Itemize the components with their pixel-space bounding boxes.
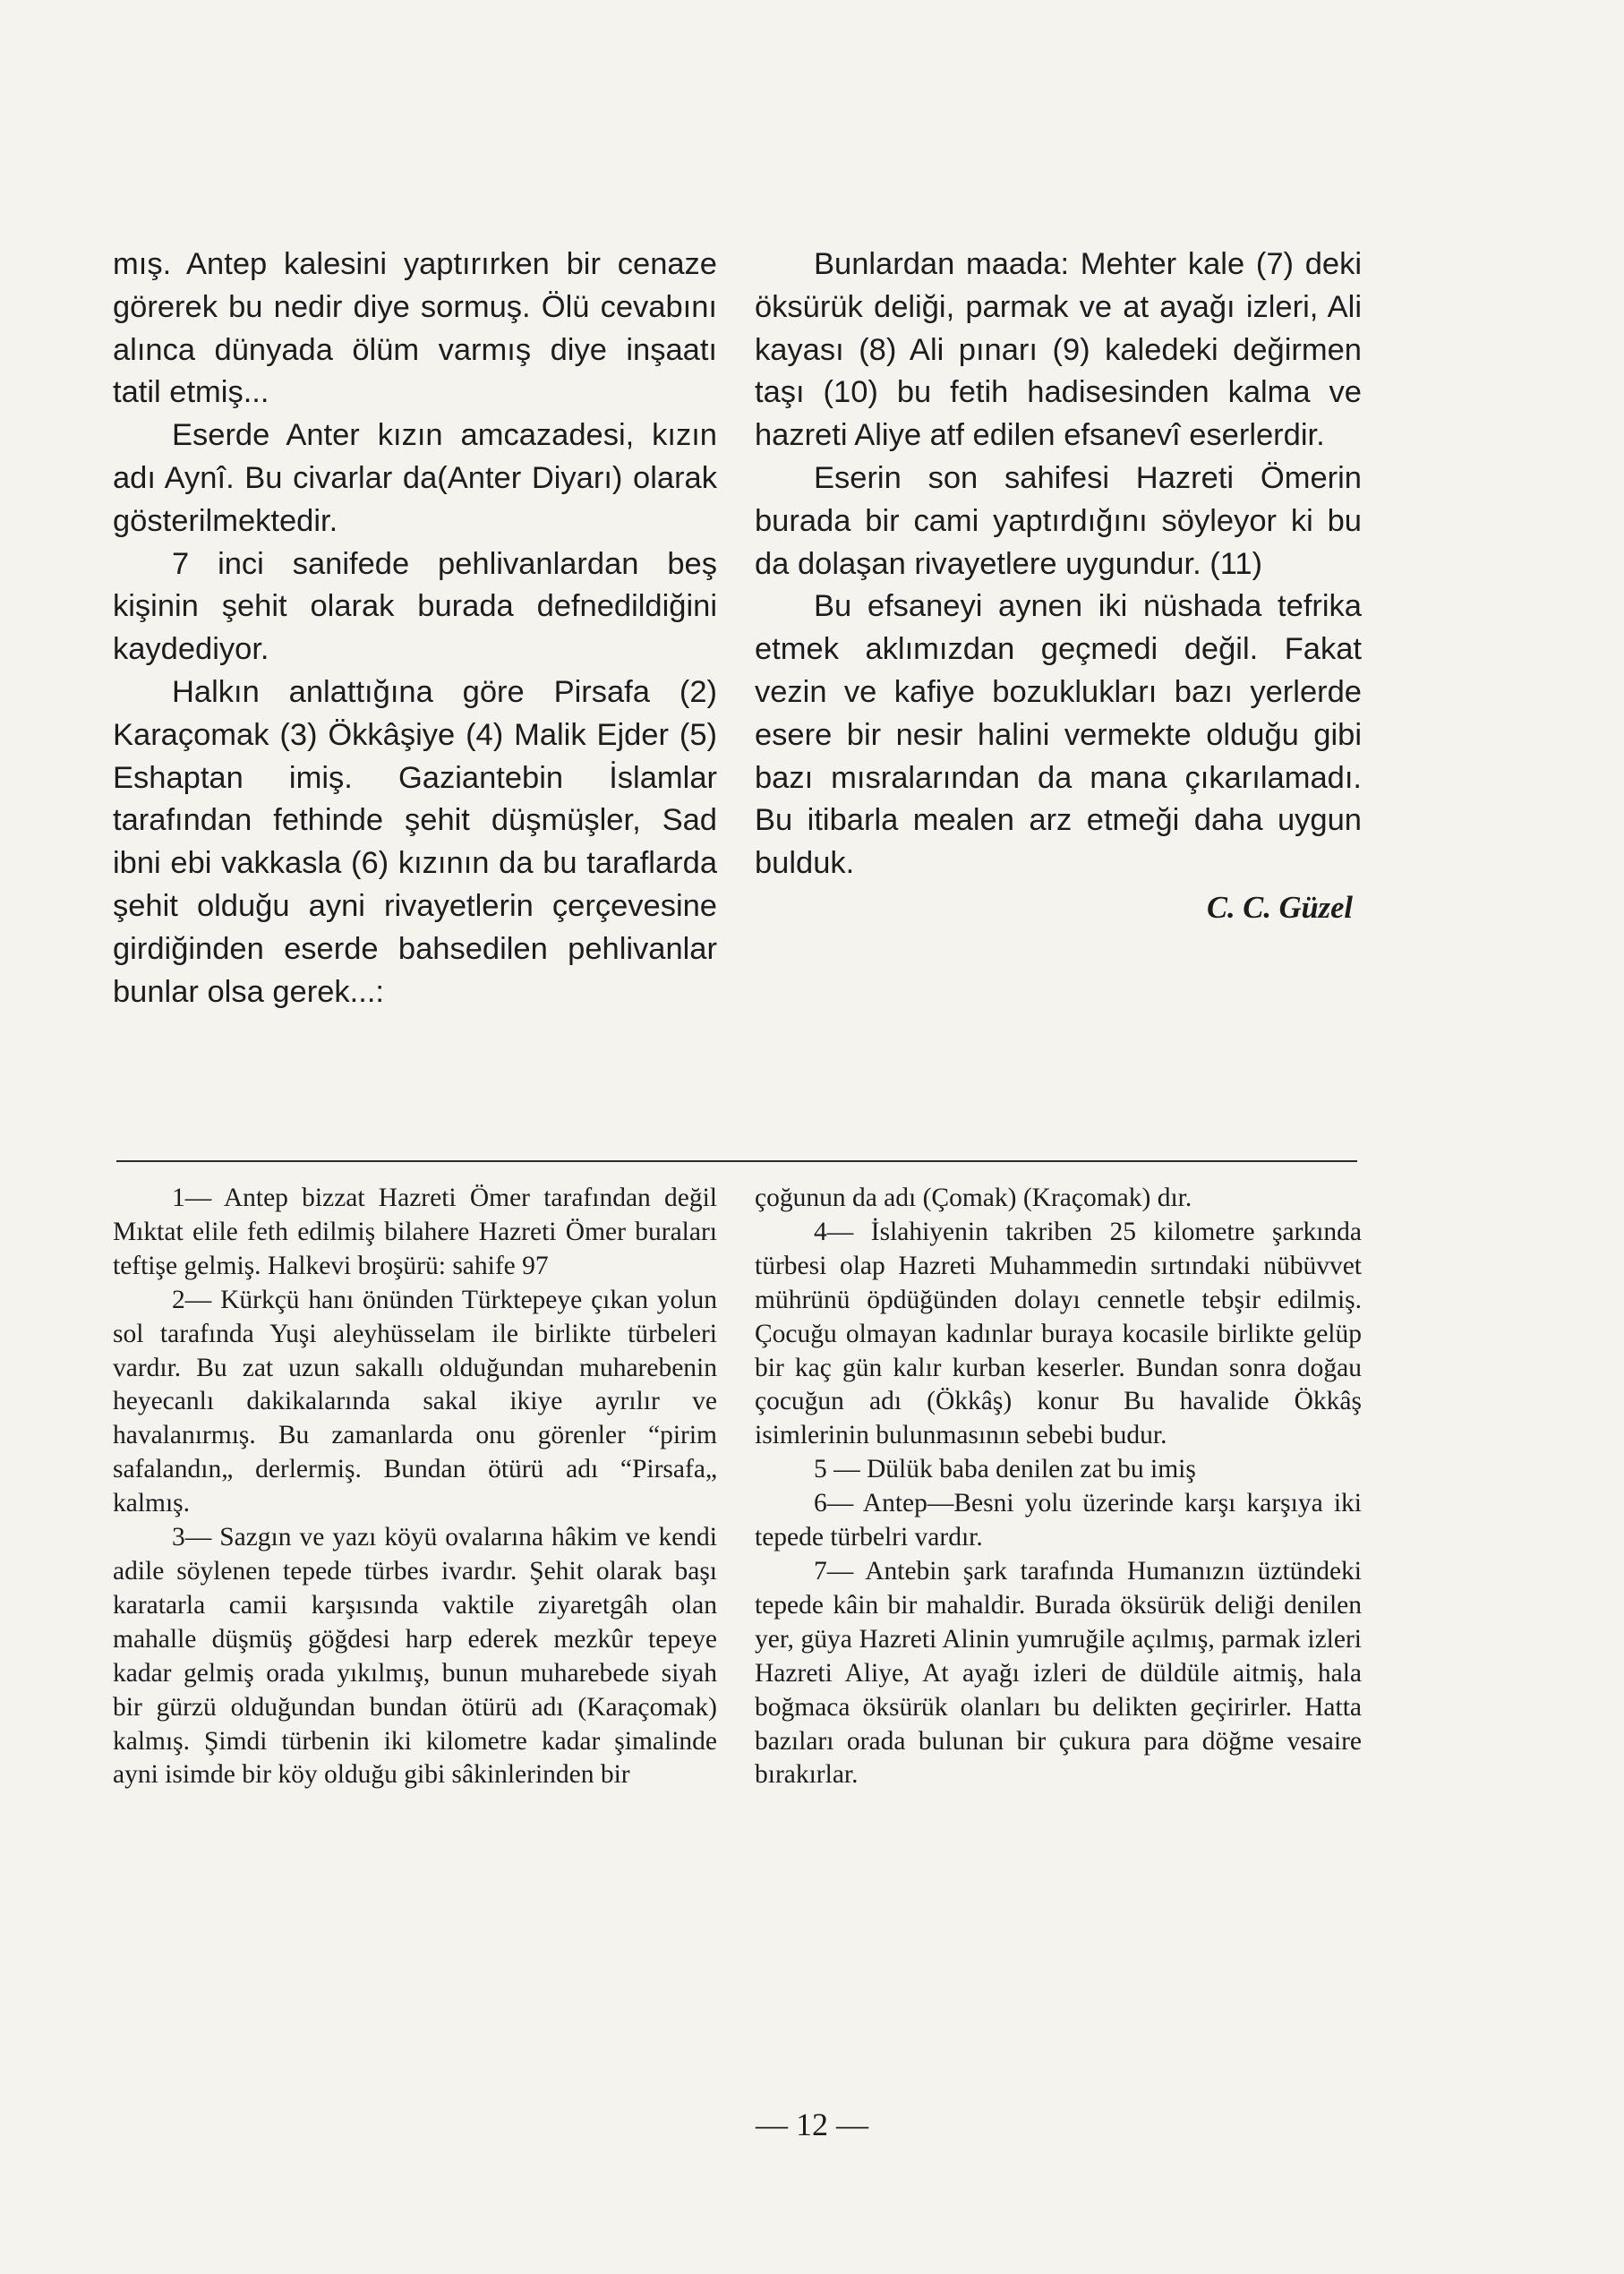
paragraph: Eserde Anter kızın amcazadesi, kızın adı Aynî. Bu civarlar da(Anter Diyarı) olarak gösterilmektedir. [113, 418, 717, 538]
footnote: 3— Sazgın ve yazı köyü ovalarına hâkim ve kendi adile söylenen tepede türbes ivardır. Şehit olarak başı karatarla camii karşısında vaktile ziyaretgâh olan mahalle düşmüş göğdesi harp ederek mezkûr tepeye kadar gelmiş orada yıkılmış, bunun muharebede siyah bir gürzü olduğundan bundan ötürü adı (Karaçomak) kalmış. Şimdi türbenin iki kilometre kadar şimalinde ayni isimde bir köy olduğu gibi sâkinlerinden bir [113, 1523, 717, 1790]
footnote: 1— Antep bizzat Hazreti Ömer tarafından değil Mıktat elile feth edilmiş bilahere Hazreti Ömer buraları teftişe gelmiş. Halkevi broşürü: sahife 97 [113, 1184, 717, 1280]
footnote-divider [116, 1160, 1357, 1162]
paragraph: 7 inci sanifede pehlivanlardan beş kişinin şehit olarak burada defnedildiğini kaydediyor. [113, 546, 717, 667]
footnote: çoğunun da adı (Çomak) (Kraçomak) dır. [755, 1184, 1192, 1212]
author-signature: C. C. Güzel [1207, 890, 1353, 925]
footnote: 5 — Dülük baba denilen zat bu imiş [814, 1455, 1196, 1484]
page-number: — 12 — [756, 2107, 868, 2142]
main-text-right-column [755, 244, 1362, 930]
footnotes-right-column [755, 1182, 1362, 1792]
paragraph: Bu efsaneyi aynen iki nüshada tefrika etmek aklımızdan geçmedi değil. Fakat vezin ve kafiye bozuklukları bazı yerlerde esere bir nesir halini vermekte olduğu gibi bazı mısralarından da mana çıkarılamadı. Bu itibarla mealen arz etmeği daha uygun bulduk. [755, 589, 1362, 881]
footnote: 4— İslahiyenin takriben 25 kilometre şarkında türbesi olap Hazreti Muhammedin sırtındaki nübüvvet mührünü öpdüğünden dolayı cennetle tebşir edilmiş. Çocuğu olmayan kadınlar buraya kocasile birlikte gelüp bir kaç gün kalır kurban keserler. Bundan sonra doğau çocuğun adı (Ökkâş) konur Bu havalide Ökkâş isimlerinin bulunmasının sebebi budur. [755, 1217, 1362, 1450]
paragraph: Eserin son sahifesi Hazreti Ömerin burada bir cami yaptırdığını söyleyor ki bu da dolaşan rivayetlere uygundur. (11) [755, 460, 1362, 581]
main-text-left-column [113, 244, 717, 1013]
footnote: 6— Antep—Besni yolu üzerinde karşı karşıya iki tepede türbelri vardır. [755, 1489, 1362, 1552]
paragraph: mış. Antep kalesini yaptırırken bir cenaze görerek bu nedir diye sormuş. Ölü cevabını alınca dünyada ölüm varmış diye inşaatı tatil etmiş... [113, 247, 717, 410]
paragraph: Halkın anlattığına göre Pirsafa (2) Karaçomak (3) Ökkâşiye (4) Malik Ejder (5) Eshaptan imiş. Gaziantebin İslamlar tarafından fethinde şehit düşmüşler, Sad ibni ebi vakkasla (6) kızının da bu taraflarda şehit olduğu ayni rivayetlerin çerçevesine girdiğinden eserde bahsedilen pehlivanlar bunlar olsa gerek...: [113, 674, 717, 1009]
footnote: 7— Antebin şark tarafında Humanızın üztündeki tepede kâin bir mahaldir. Burada öksürük deliği denilen yer, güya Hazreti Alinin yumruğile açılmış, parmak izleri Hazreti Aliye, At ayağı izleri de düldüle aitmiş, hala boğmaca öksürük olanları bu delikten geçirirler. Hatta bazıları orada bulunan bir çukura para döğme vesaire bırakırlar. [755, 1556, 1362, 1790]
footnote: 2— Kürkçü hanı önünden Türktepeye çıkan yolun sol tarafında Yuşi aleyhüsselam ile birlikte türbeleri vardır. Bu zat uzun sakallı olduğundan muharebenin heyecanlı dakikalarında sakal ikiye ayrılır ve havalanırmış. Bu zamanlarda onu görenler “pirim safalandın„ derlermiş. Bundan ötürü adı “Pirsafa„ kalmış. [113, 1285, 717, 1518]
paragraph: Bunlardan maada: Mehter kale (7) deki öksürük deliği, parmak ve at ayağı izleri, Ali kayası (8) Ali pınarı (9) kaledeki değirmen taşı (10) bu fetih hadisesinden kalma ve hazreti Aliye atf edilen efsanevî eserlerdir. [755, 247, 1362, 453]
footnotes-left-column [113, 1182, 717, 1792]
